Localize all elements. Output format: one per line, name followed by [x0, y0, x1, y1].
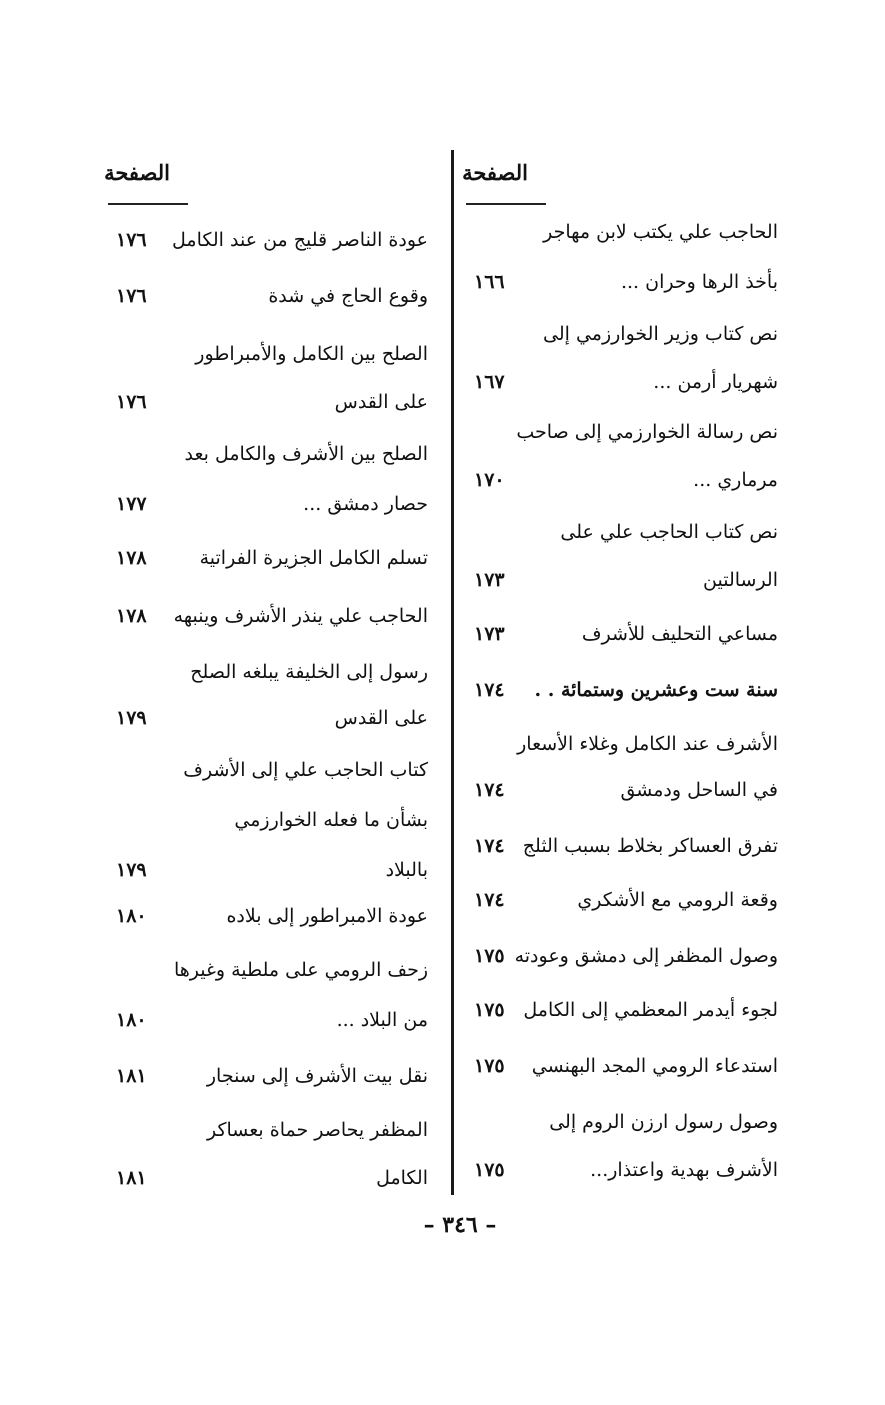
entry-title: بالبلاد	[385, 859, 428, 881]
index-entry	[466, 610, 778, 658]
column-divider	[451, 150, 454, 1195]
entry-title: زحف الرومي على ملطية وغيرها	[173, 959, 428, 981]
index-entry	[108, 946, 428, 994]
index-entry	[108, 746, 428, 794]
entry-title: بشأن ما فعله الخوارزمي	[234, 809, 428, 831]
entry-title: نص كتاب وزير الخوارزمي إلى	[543, 323, 778, 345]
entry-title: الصلح بين الكامل والأمبراطور	[195, 343, 428, 365]
index-entry	[466, 408, 778, 456]
entry-page-number: ١٧٦	[116, 391, 147, 413]
index-entry	[466, 1146, 778, 1194]
index-entry	[466, 1098, 778, 1146]
entry-title: سنة ست وعشرين وستمائة . .	[534, 679, 778, 701]
entry-title: الحاجب علي ينذر الأشرف وينبهه	[173, 605, 428, 627]
entry-title: بأخذ الرها وحران ...	[620, 271, 778, 293]
index-entry	[466, 876, 778, 924]
entry-title: الأشرف بهدية واعتذار...	[590, 1159, 778, 1181]
entry-title: الأشرف عند الكامل وغلاء الأسعار	[517, 733, 778, 755]
index-entry	[466, 258, 778, 306]
entry-title: شهريار أرمن ...	[653, 371, 778, 393]
index-entry	[108, 216, 428, 264]
index-entry	[108, 480, 428, 528]
entry-title: المظفر يحاصر حماة بعساكر	[206, 1119, 428, 1141]
entry-page-number: ١٧٣	[474, 569, 505, 591]
entry-page-number: ١٧٥	[474, 999, 505, 1021]
entry-title: وقوع الحاج في شدة	[268, 285, 428, 307]
entry-title: رسول إلى الخليفة يبلغه الصلح	[190, 661, 428, 683]
index-entry	[108, 430, 428, 478]
index-entry	[466, 822, 778, 870]
entry-page-number: ١٦٦	[474, 271, 505, 293]
entry-page-number: ١٨١	[116, 1065, 147, 1087]
index-entry	[466, 986, 778, 1034]
entry-title: كتاب الحاجب علي إلى الأشرف	[183, 759, 428, 781]
header-rule	[108, 203, 188, 205]
entry-page-number: ١٧٤	[474, 679, 505, 701]
entry-page-number: ١٧٤	[474, 835, 505, 857]
index-entry	[466, 456, 778, 504]
column-header: الصفحة	[104, 160, 170, 185]
entry-title: حصار دمشق ...	[303, 493, 428, 515]
entry-page-number: ١٨١	[116, 1167, 147, 1189]
index-entry	[466, 932, 778, 980]
index-entry	[466, 508, 778, 556]
entry-title: عودة الامبراطور إلى بلاده	[226, 905, 428, 927]
index-entry	[466, 666, 778, 714]
entry-title: الصلح بين الأشرف والكامل بعد	[184, 443, 428, 465]
entry-title: نقل بيت الأشرف إلى سنجار	[206, 1065, 428, 1087]
entry-page-number: ١٧٨	[116, 547, 147, 569]
entry-title: الرسالتين	[703, 569, 778, 591]
entry-title: الحاجب علي يكتب لابن مهاجر	[543, 221, 778, 243]
index-entry	[108, 694, 428, 742]
entry-page-number: ١٧٩	[116, 859, 147, 881]
entry-page-number: ١٧٩	[116, 707, 147, 729]
entry-title: تسلم الكامل الجزيرة الفراتية	[199, 547, 428, 569]
entry-title: وصول رسول ارزن الروم إلى	[549, 1111, 778, 1133]
index-entry	[466, 1042, 778, 1090]
index-entry	[466, 358, 778, 406]
index-entry	[466, 720, 778, 768]
index-entry	[108, 892, 428, 940]
index-entry	[108, 1106, 428, 1154]
entry-page-number: ١٧٨	[116, 605, 147, 627]
index-entry	[108, 846, 428, 894]
index-entry	[466, 208, 778, 256]
entry-page-number: ١٧٥	[474, 945, 505, 967]
entry-page-number: ١٧٤	[474, 889, 505, 911]
entry-page-number: ١٧٣	[474, 623, 505, 645]
entry-page-number: ١٨٠	[116, 1009, 147, 1031]
entry-title: عودة الناصر قليج من عند الكامل	[172, 229, 428, 251]
index-entry	[466, 556, 778, 604]
entry-page-number: ١٧٦	[116, 229, 147, 251]
index-entry	[466, 310, 778, 358]
index-entry	[108, 996, 428, 1044]
left-column	[104, 0, 428, 1405]
entry-title: في الساحل ودمشق	[620, 779, 778, 801]
entry-page-number: ١٧٦	[116, 285, 147, 307]
index-entry	[108, 378, 428, 426]
entry-page-number: ١٨٠	[116, 905, 147, 927]
entry-title: استدعاء الرومي المجد البهنسي	[531, 1055, 778, 1077]
column-header: الصفحة	[462, 160, 528, 185]
entry-page-number: ١٧٠	[474, 469, 505, 491]
entry-title: وقعة الرومي مع الأشكري	[577, 889, 778, 911]
index-entry	[108, 648, 428, 696]
entry-page-number: ١٦٧	[474, 371, 505, 393]
entry-title: على القدس	[334, 391, 428, 413]
index-entry	[108, 1052, 428, 1100]
header-rule	[466, 203, 546, 205]
entry-title: على القدس	[334, 707, 428, 729]
entry-page-number: ١٧٧	[116, 493, 147, 515]
entry-page-number: ١٧٥	[474, 1159, 505, 1181]
entry-title: نص رسالة الخوارزمي إلى صاحب	[516, 421, 778, 443]
entry-page-number: ١٧٤	[474, 779, 505, 801]
entry-title: من البلاد ...	[336, 1009, 428, 1031]
entry-page-number: ١٧٥	[474, 1055, 505, 1077]
entry-title: الكامل	[376, 1167, 428, 1189]
index-entry	[108, 534, 428, 582]
entry-title: لجوء أيدمر المعظمي إلى الكامل	[523, 999, 778, 1021]
entry-title: مرماري ...	[693, 469, 778, 491]
page-number: – ٣٤٦ –	[423, 1212, 497, 1238]
right-column	[462, 0, 778, 1405]
entry-title: وصول المظفر إلى دمشق وعودته	[514, 945, 778, 967]
index-entry	[108, 796, 428, 844]
entry-title: نص كتاب الحاجب علي على	[560, 521, 778, 543]
entry-title: تفرق العساكر بخلاط بسبب الثلج	[522, 835, 778, 857]
index-entry	[108, 1154, 428, 1202]
index-entry	[466, 766, 778, 814]
index-entry	[108, 330, 428, 378]
entry-title: مساعي التحليف للأشرف	[581, 623, 778, 645]
index-entry	[108, 592, 428, 640]
index-entry	[108, 272, 428, 320]
